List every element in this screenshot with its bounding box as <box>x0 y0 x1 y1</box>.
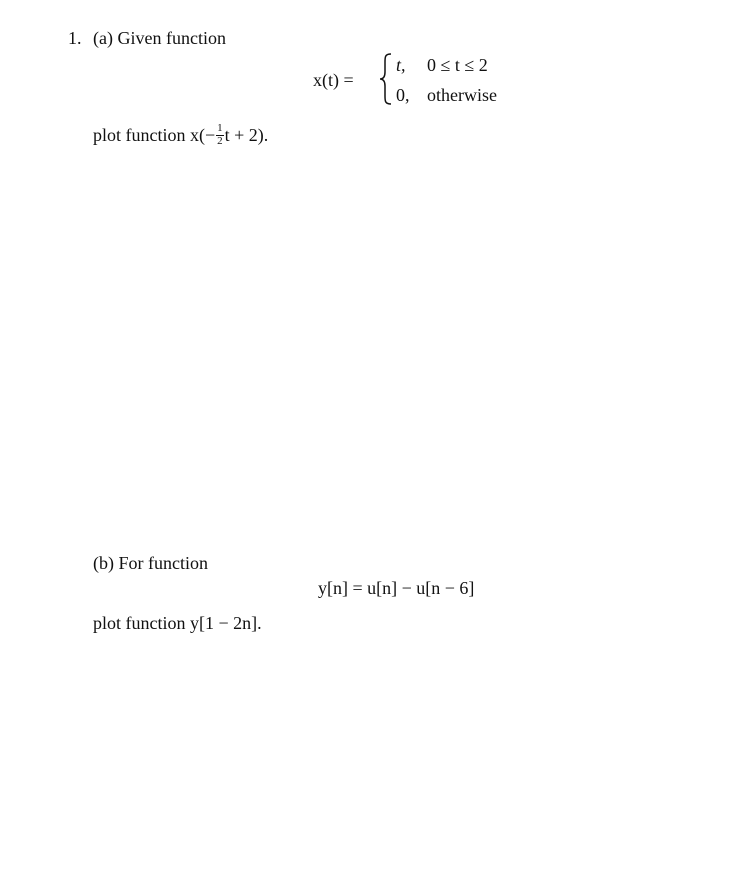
case-2-condition: otherwise <box>427 85 497 105</box>
part-b-instruction <box>93 614 262 632</box>
part-a-label: (a) Given function <box>93 28 226 48</box>
piecewise-lhs: x(t) = <box>313 70 354 90</box>
part-b-instruction-prefix: plot function <box>93 613 186 633</box>
part-a-math-start: x(− <box>190 125 216 146</box>
part-b-math: y[1 − 2n]. <box>190 613 262 633</box>
part-a-math-end: t + 2). <box>224 125 269 146</box>
fraction-denominator: 2 <box>217 134 223 147</box>
part-a-instruction-prefix: plot function <box>93 125 186 146</box>
part-b-equation: y[n] = u[n] − u[n − 6] <box>318 578 475 598</box>
case-2-value: 0, <box>396 85 410 105</box>
case-1-condition: 0 ≤ t ≤ 2 <box>427 55 488 75</box>
fraction-numerator: 1 <box>217 122 223 134</box>
case-1-value: t, <box>396 55 406 75</box>
part-b-label: (b) For function <box>93 553 208 573</box>
one-half-fraction <box>216 123 224 147</box>
part-a-instruction <box>93 122 269 149</box>
left-brace-icon <box>378 52 394 106</box>
problem-number: 1. <box>68 28 82 48</box>
